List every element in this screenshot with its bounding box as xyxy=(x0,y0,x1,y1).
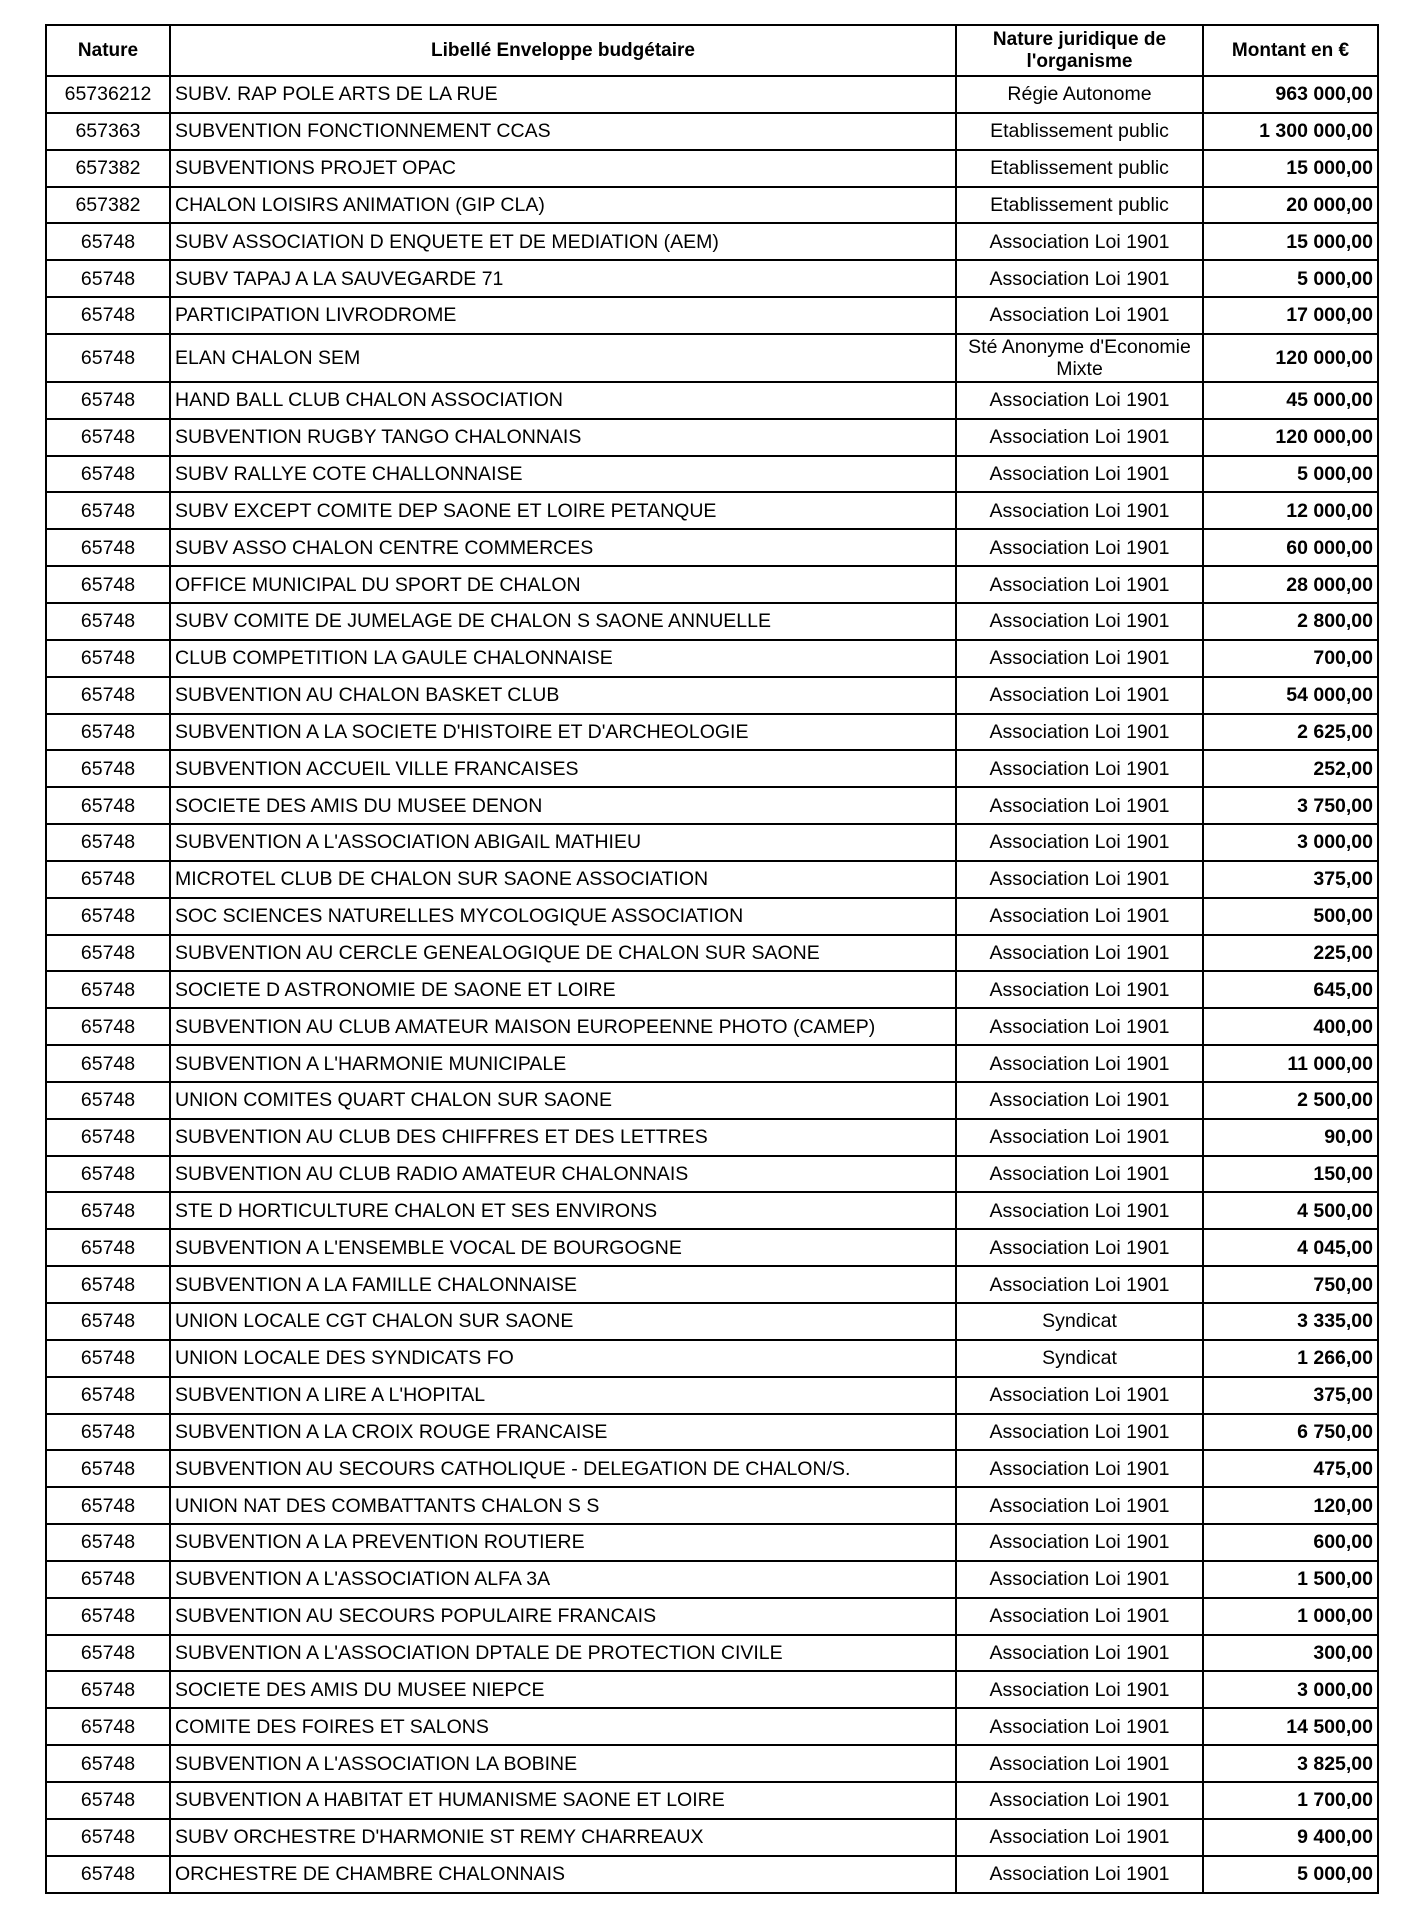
cell-montant: 28 000,00 xyxy=(1203,566,1378,603)
cell-nature-juridique: Etablissement public xyxy=(956,113,1203,150)
cell-nature-juridique: Association Loi 1901 xyxy=(956,714,1203,751)
cell-nature: 65736212 xyxy=(46,76,170,113)
subsidy-table-sheet xyxy=(45,24,1377,1894)
cell-nature-juridique: Association Loi 1901 xyxy=(956,529,1203,566)
table-row xyxy=(46,297,1378,334)
table-row xyxy=(46,1156,1378,1193)
cell-nature: 65748 xyxy=(46,640,170,677)
table-row xyxy=(46,456,1378,493)
cell-nature: 65748 xyxy=(46,1045,170,1082)
cell-montant: 120 000,00 xyxy=(1203,334,1378,382)
table-row xyxy=(46,1303,1378,1340)
cell-libelle: SUBV ASSOCIATION D ENQUETE ET DE MEDIATION (AEM) xyxy=(170,223,956,260)
cell-libelle: ELAN CHALON SEM xyxy=(170,334,956,382)
cell-nature: 65748 xyxy=(46,223,170,260)
cell-nature-juridique: Association Loi 1901 xyxy=(956,1229,1203,1266)
cell-montant: 17 000,00 xyxy=(1203,297,1378,334)
cell-nature: 65748 xyxy=(46,1340,170,1377)
cell-nature-juridique: Association Loi 1901 xyxy=(956,750,1203,787)
table-row xyxy=(46,382,1378,419)
cell-nature-juridique: Etablissement public xyxy=(956,187,1203,224)
cell-montant: 500,00 xyxy=(1203,898,1378,935)
cell-nature-juridique: Association Loi 1901 xyxy=(956,1856,1203,1893)
cell-nature: 65748 xyxy=(46,297,170,334)
cell-libelle: SUBVENTION AU CHALON BASKET CLUB xyxy=(170,677,956,714)
cell-montant: 963 000,00 xyxy=(1203,76,1378,113)
cell-nature: 65748 xyxy=(46,898,170,935)
cell-nature: 65748 xyxy=(46,529,170,566)
cell-libelle: SUBV TAPAJ A LA SAUVEGARDE 71 xyxy=(170,260,956,297)
cell-nature-juridique: Syndicat xyxy=(956,1340,1203,1377)
cell-montant: 700,00 xyxy=(1203,640,1378,677)
cell-montant: 3 335,00 xyxy=(1203,1303,1378,1340)
table-row xyxy=(46,1856,1378,1893)
cell-libelle: SUBVENTION ACCUEIL VILLE FRANCAISES xyxy=(170,750,956,787)
cell-libelle: SUBVENTION A L'ASSOCIATION LA BOBINE xyxy=(170,1745,956,1782)
table-row xyxy=(46,1635,1378,1672)
cell-libelle: UNION LOCALE CGT CHALON SUR SAONE xyxy=(170,1303,956,1340)
cell-nature-juridique: Sté Anonyme d'Economie Mixte xyxy=(956,334,1203,382)
cell-montant: 15 000,00 xyxy=(1203,223,1378,260)
table-row xyxy=(46,566,1378,603)
cell-libelle: SUBVENTION A L'HARMONIE MUNICIPALE xyxy=(170,1045,956,1082)
table-row xyxy=(46,971,1378,1008)
header-row xyxy=(46,25,1378,76)
cell-nature: 65748 xyxy=(46,1561,170,1598)
cell-nature: 65748 xyxy=(46,1156,170,1193)
cell-nature: 65748 xyxy=(46,1598,170,1635)
cell-nature: 657363 xyxy=(46,113,170,150)
cell-libelle: SUBVENTION AU CLUB DES CHIFFRES ET DES LETTRES xyxy=(170,1119,956,1156)
cell-montant: 3 000,00 xyxy=(1203,1671,1378,1708)
cell-montant: 150,00 xyxy=(1203,1156,1378,1193)
header-libelle: Libellé Enveloppe budgétaire xyxy=(170,25,956,76)
cell-libelle: MICROTEL CLUB DE CHALON SUR SAONE ASSOCIATION xyxy=(170,861,956,898)
cell-nature-juridique: Association Loi 1901 xyxy=(956,1598,1203,1635)
header-montant: Montant en € xyxy=(1203,25,1378,76)
cell-libelle: COMITE DES FOIRES ET SALONS xyxy=(170,1708,956,1745)
cell-montant: 3 750,00 xyxy=(1203,787,1378,824)
cell-libelle: SUBVENTION FONCTIONNEMENT CCAS xyxy=(170,113,956,150)
table-row xyxy=(46,1671,1378,1708)
cell-nature-juridique: Association Loi 1901 xyxy=(956,297,1203,334)
cell-nature: 65748 xyxy=(46,971,170,1008)
cell-montant: 6 750,00 xyxy=(1203,1414,1378,1451)
cell-nature: 65748 xyxy=(46,935,170,972)
cell-montant: 750,00 xyxy=(1203,1266,1378,1303)
cell-montant: 2 500,00 xyxy=(1203,1082,1378,1119)
cell-montant: 1 266,00 xyxy=(1203,1340,1378,1377)
cell-libelle: SUBVENTION A L'ENSEMBLE VOCAL DE BOURGOGNE xyxy=(170,1229,956,1266)
cell-nature-juridique: Syndicat xyxy=(956,1303,1203,1340)
cell-nature: 65748 xyxy=(46,492,170,529)
cell-nature: 65748 xyxy=(46,861,170,898)
cell-nature-juridique: Association Loi 1901 xyxy=(956,824,1203,861)
table-row xyxy=(46,260,1378,297)
cell-nature: 65748 xyxy=(46,787,170,824)
cell-nature: 65748 xyxy=(46,419,170,456)
cell-montant: 3 825,00 xyxy=(1203,1745,1378,1782)
cell-libelle: SUBVENTION A LA FAMILLE CHALONNAISE xyxy=(170,1266,956,1303)
cell-montant: 14 500,00 xyxy=(1203,1708,1378,1745)
cell-montant: 300,00 xyxy=(1203,1635,1378,1672)
cell-nature-juridique: Association Loi 1901 xyxy=(956,603,1203,640)
header-nature: Nature xyxy=(46,25,170,76)
cell-nature: 65748 xyxy=(46,1782,170,1819)
table-row xyxy=(46,1008,1378,1045)
cell-libelle: UNION COMITES QUART CHALON SUR SAONE xyxy=(170,1082,956,1119)
cell-libelle: SUBVENTION A L'ASSOCIATION ABIGAIL MATHIEU xyxy=(170,824,956,861)
table-row xyxy=(46,113,1378,150)
table-row xyxy=(46,1119,1378,1156)
cell-nature: 65748 xyxy=(46,1192,170,1229)
cell-nature-juridique: Association Loi 1901 xyxy=(956,1192,1203,1229)
table-row xyxy=(46,787,1378,824)
cell-montant: 9 400,00 xyxy=(1203,1819,1378,1856)
table-row xyxy=(46,150,1378,187)
cell-montant: 400,00 xyxy=(1203,1008,1378,1045)
cell-nature: 65748 xyxy=(46,1119,170,1156)
cell-libelle: PARTICIPATION LIVRODROME xyxy=(170,297,956,334)
cell-montant: 54 000,00 xyxy=(1203,677,1378,714)
cell-montant: 3 000,00 xyxy=(1203,824,1378,861)
cell-libelle: SOCIETE D ASTRONOMIE DE SAONE ET LOIRE xyxy=(170,971,956,1008)
cell-nature: 65748 xyxy=(46,1450,170,1487)
table-row xyxy=(46,640,1378,677)
table-row xyxy=(46,824,1378,861)
cell-nature: 65748 xyxy=(46,1266,170,1303)
cell-nature: 65748 xyxy=(46,603,170,640)
cell-nature-juridique: Association Loi 1901 xyxy=(956,787,1203,824)
cell-montant: 4 500,00 xyxy=(1203,1192,1378,1229)
cell-nature: 65748 xyxy=(46,824,170,861)
cell-montant: 15 000,00 xyxy=(1203,150,1378,187)
cell-nature-juridique: Association Loi 1901 xyxy=(956,1156,1203,1193)
cell-nature: 65748 xyxy=(46,566,170,603)
cell-nature: 657382 xyxy=(46,187,170,224)
cell-nature-juridique: Association Loi 1901 xyxy=(956,382,1203,419)
cell-montant: 2 800,00 xyxy=(1203,603,1378,640)
cell-nature-juridique: Association Loi 1901 xyxy=(956,1561,1203,1598)
cell-libelle: HAND BALL CLUB CHALON ASSOCIATION xyxy=(170,382,956,419)
cell-montant: 1 300 000,00 xyxy=(1203,113,1378,150)
cell-libelle: SOCIETE DES AMIS DU MUSEE NIEPCE xyxy=(170,1671,956,1708)
cell-montant: 1 700,00 xyxy=(1203,1782,1378,1819)
cell-nature-juridique: Association Loi 1901 xyxy=(956,1487,1203,1524)
cell-nature: 65748 xyxy=(46,750,170,787)
cell-libelle: SUBVENTION RUGBY TANGO CHALONNAIS xyxy=(170,419,956,456)
cell-nature: 65748 xyxy=(46,1856,170,1893)
cell-nature-juridique: Association Loi 1901 xyxy=(956,1745,1203,1782)
cell-nature-juridique: Etablissement public xyxy=(956,150,1203,187)
cell-libelle: SOC SCIENCES NATURELLES MYCOLOGIQUE ASSOCIATION xyxy=(170,898,956,935)
header-nature-juridique: Nature juridique de l'organisme xyxy=(956,25,1203,76)
cell-libelle: SUBVENTIONS PROJET OPAC xyxy=(170,150,956,187)
cell-montant: 5 000,00 xyxy=(1203,1856,1378,1893)
cell-libelle: SUBVENTION AU SECOURS CATHOLIQUE - DELEGATION DE CHALON/S. xyxy=(170,1450,956,1487)
cell-montant: 90,00 xyxy=(1203,1119,1378,1156)
table-row xyxy=(46,419,1378,456)
cell-libelle: UNION NAT DES COMBATTANTS CHALON S S xyxy=(170,1487,956,1524)
cell-nature: 65748 xyxy=(46,1303,170,1340)
cell-nature-juridique: Association Loi 1901 xyxy=(956,1266,1203,1303)
table-row xyxy=(46,1340,1378,1377)
table-row xyxy=(46,1782,1378,1819)
table-row xyxy=(46,1192,1378,1229)
cell-montant: 20 000,00 xyxy=(1203,187,1378,224)
cell-montant: 2 625,00 xyxy=(1203,714,1378,751)
cell-nature-juridique: Association Loi 1901 xyxy=(956,677,1203,714)
cell-montant: 375,00 xyxy=(1203,1377,1378,1414)
cell-nature-juridique: Association Loi 1901 xyxy=(956,1671,1203,1708)
cell-libelle: SUBVENTION A HABITAT ET HUMANISME SAONE ET LOIRE xyxy=(170,1782,956,1819)
cell-libelle: SUBV ASSO CHALON CENTRE COMMERCES xyxy=(170,529,956,566)
table-body xyxy=(46,76,1378,1893)
table-row xyxy=(46,76,1378,113)
cell-libelle: CHALON LOISIRS ANIMATION (GIP CLA) xyxy=(170,187,956,224)
cell-nature: 65748 xyxy=(46,1745,170,1782)
cell-montant: 120,00 xyxy=(1203,1487,1378,1524)
cell-libelle: SUBV ORCHESTRE D'HARMONIE ST REMY CHARREAUX xyxy=(170,1819,956,1856)
cell-montant: 120 000,00 xyxy=(1203,419,1378,456)
cell-nature: 65748 xyxy=(46,334,170,382)
table-row xyxy=(46,1598,1378,1635)
cell-nature: 65748 xyxy=(46,1414,170,1451)
cell-nature-juridique: Association Loi 1901 xyxy=(956,492,1203,529)
cell-libelle: SUBV COMITE DE JUMELAGE DE CHALON S SAONE ANNUELLE xyxy=(170,603,956,640)
table-row xyxy=(46,1487,1378,1524)
table-row xyxy=(46,1524,1378,1561)
cell-nature-juridique: Association Loi 1901 xyxy=(956,1414,1203,1451)
cell-nature-juridique: Régie Autonome xyxy=(956,76,1203,113)
cell-nature-juridique: Association Loi 1901 xyxy=(956,971,1203,1008)
cell-libelle: SUBVENTION A L'ASSOCIATION ALFA 3A xyxy=(170,1561,956,1598)
cell-libelle: SUBVENTION A LIRE A L'HOPITAL xyxy=(170,1377,956,1414)
cell-nature: 65748 xyxy=(46,1377,170,1414)
cell-libelle: SUBVENTION A LA CROIX ROUGE FRANCAISE xyxy=(170,1414,956,1451)
table-row xyxy=(46,677,1378,714)
cell-nature: 65748 xyxy=(46,1635,170,1672)
cell-montant: 5 000,00 xyxy=(1203,260,1378,297)
cell-libelle: SUBV EXCEPT COMITE DEP SAONE ET LOIRE PETANQUE xyxy=(170,492,956,529)
table-row xyxy=(46,1414,1378,1451)
cell-nature-juridique: Association Loi 1901 xyxy=(956,1082,1203,1119)
cell-libelle: SUBVENTION A L'ASSOCIATION DPTALE DE PROTECTION CIVILE xyxy=(170,1635,956,1672)
cell-libelle: CLUB COMPETITION LA GAULE CHALONNAISE xyxy=(170,640,956,677)
cell-nature: 65748 xyxy=(46,260,170,297)
cell-nature-juridique: Association Loi 1901 xyxy=(956,861,1203,898)
cell-libelle: SUBVENTION AU CERCLE GENEALOGIQUE DE CHALON SUR SAONE xyxy=(170,935,956,972)
cell-nature: 65748 xyxy=(46,382,170,419)
table-row xyxy=(46,1229,1378,1266)
cell-montant: 252,00 xyxy=(1203,750,1378,787)
cell-nature-juridique: Association Loi 1901 xyxy=(956,1377,1203,1414)
cell-nature-juridique: Association Loi 1901 xyxy=(956,1635,1203,1672)
cell-montant: 60 000,00 xyxy=(1203,529,1378,566)
cell-montant: 375,00 xyxy=(1203,861,1378,898)
cell-libelle: ORCHESTRE DE CHAMBRE CHALONNAIS xyxy=(170,1856,956,1893)
cell-montant: 4 045,00 xyxy=(1203,1229,1378,1266)
cell-nature: 657382 xyxy=(46,150,170,187)
cell-montant: 600,00 xyxy=(1203,1524,1378,1561)
table-row xyxy=(46,1450,1378,1487)
cell-montant: 1 500,00 xyxy=(1203,1561,1378,1598)
cell-nature-juridique: Association Loi 1901 xyxy=(956,260,1203,297)
cell-libelle: SUBVENTION A LA SOCIETE D'HISTOIRE ET D'ARCHEOLOGIE xyxy=(170,714,956,751)
cell-libelle: SUBV. RAP POLE ARTS DE LA RUE xyxy=(170,76,956,113)
cell-libelle: STE D HORTICULTURE CHALON ET SES ENVIRONS xyxy=(170,1192,956,1229)
table-row xyxy=(46,1082,1378,1119)
table-row xyxy=(46,603,1378,640)
table-row xyxy=(46,935,1378,972)
cell-nature-juridique: Association Loi 1901 xyxy=(956,1450,1203,1487)
cell-montant: 12 000,00 xyxy=(1203,492,1378,529)
cell-nature-juridique: Association Loi 1901 xyxy=(956,640,1203,677)
cell-nature-juridique: Association Loi 1901 xyxy=(956,456,1203,493)
cell-nature: 65748 xyxy=(46,1229,170,1266)
cell-nature: 65748 xyxy=(46,1819,170,1856)
cell-nature: 65748 xyxy=(46,1082,170,1119)
cell-montant: 1 000,00 xyxy=(1203,1598,1378,1635)
table-row xyxy=(46,492,1378,529)
cell-nature-juridique: Association Loi 1901 xyxy=(956,935,1203,972)
cell-nature: 65748 xyxy=(46,1008,170,1045)
cell-montant: 11 000,00 xyxy=(1203,1045,1378,1082)
table-row xyxy=(46,1377,1378,1414)
cell-nature: 65748 xyxy=(46,1524,170,1561)
table-row xyxy=(46,529,1378,566)
cell-libelle: SUBV RALLYE COTE CHALLONNAISE xyxy=(170,456,956,493)
cell-nature-juridique: Association Loi 1901 xyxy=(956,1119,1203,1156)
table-row xyxy=(46,1266,1378,1303)
cell-montant: 45 000,00 xyxy=(1203,382,1378,419)
cell-nature-juridique: Association Loi 1901 xyxy=(956,1045,1203,1082)
cell-nature: 65748 xyxy=(46,456,170,493)
cell-nature: 65748 xyxy=(46,677,170,714)
cell-libelle: SUBVENTION A LA PREVENTION ROUTIERE xyxy=(170,1524,956,1561)
table-row xyxy=(46,334,1378,382)
cell-libelle: OFFICE MUNICIPAL DU SPORT DE CHALON xyxy=(170,566,956,603)
cell-libelle: SUBVENTION AU SECOURS POPULAIRE FRANCAIS xyxy=(170,1598,956,1635)
cell-nature-juridique: Association Loi 1901 xyxy=(956,223,1203,260)
cell-nature: 65748 xyxy=(46,1487,170,1524)
cell-montant: 645,00 xyxy=(1203,971,1378,1008)
cell-montant: 475,00 xyxy=(1203,1450,1378,1487)
table-header xyxy=(46,25,1378,76)
cell-nature-juridique: Association Loi 1901 xyxy=(956,1008,1203,1045)
table-row xyxy=(46,223,1378,260)
table-row xyxy=(46,898,1378,935)
subsidy-table xyxy=(45,24,1379,1894)
table-row xyxy=(46,1819,1378,1856)
cell-libelle: SUBVENTION AU CLUB RADIO AMATEUR CHALONNAIS xyxy=(170,1156,956,1193)
cell-nature-juridique: Association Loi 1901 xyxy=(956,1524,1203,1561)
table-row xyxy=(46,1561,1378,1598)
cell-nature-juridique: Association Loi 1901 xyxy=(956,1708,1203,1745)
cell-libelle: UNION LOCALE DES SYNDICATS FO xyxy=(170,1340,956,1377)
table-row xyxy=(46,714,1378,751)
cell-libelle: SOCIETE DES AMIS DU MUSEE DENON xyxy=(170,787,956,824)
cell-montant: 5 000,00 xyxy=(1203,456,1378,493)
table-row xyxy=(46,1045,1378,1082)
table-row xyxy=(46,1745,1378,1782)
table-row xyxy=(46,1708,1378,1745)
table-row xyxy=(46,750,1378,787)
cell-nature-juridique: Association Loi 1901 xyxy=(956,1782,1203,1819)
table-row xyxy=(46,187,1378,224)
cell-libelle: SUBVENTION AU CLUB AMATEUR MAISON EUROPEENNE PHOTO (CAMEP) xyxy=(170,1008,956,1045)
cell-nature: 65748 xyxy=(46,714,170,751)
cell-nature-juridique: Association Loi 1901 xyxy=(956,566,1203,603)
cell-nature: 65748 xyxy=(46,1671,170,1708)
cell-nature-juridique: Association Loi 1901 xyxy=(956,419,1203,456)
cell-nature-juridique: Association Loi 1901 xyxy=(956,898,1203,935)
cell-montant: 225,00 xyxy=(1203,935,1378,972)
table-row xyxy=(46,861,1378,898)
cell-nature: 65748 xyxy=(46,1708,170,1745)
cell-nature-juridique: Association Loi 1901 xyxy=(956,1819,1203,1856)
